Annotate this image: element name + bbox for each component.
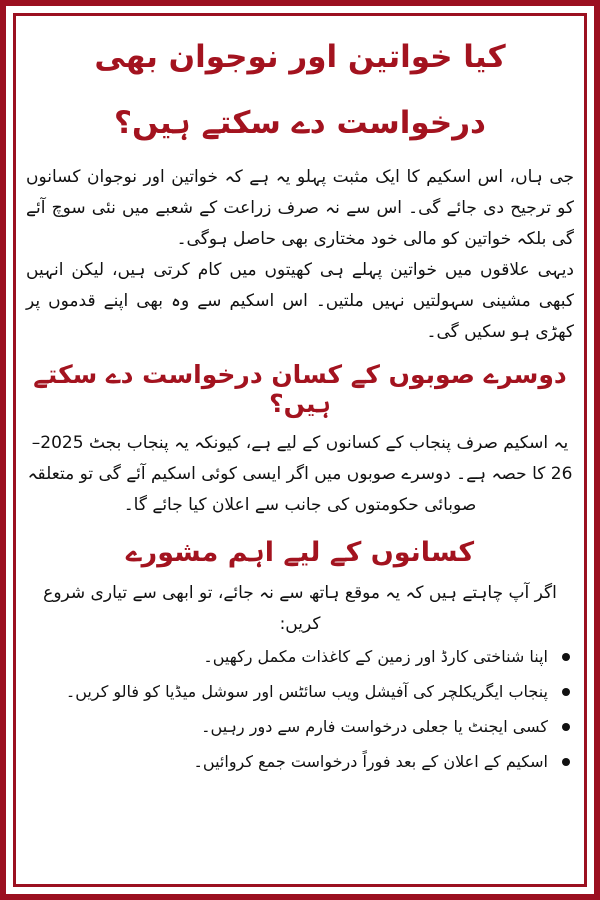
advice-intro: اگر آپ چاہتے ہیں کہ یہ موقع ہاتھ سے نہ جائے، تو ابھی سے تیاری شروع کریں: [43, 583, 557, 634]
list-item-text: اسکیم کے اعلان کے بعد فوراً درخواست جمع کروائیں۔ [193, 752, 548, 771]
heading-other-provinces: دوسرے صوبوں کے کسان درخواست دے سکتے ہیں؟ [33, 360, 567, 418]
paragraph-other-provinces: یہ اسکیم صرف پنجاب کے کسانوں کے لیے ہے، کیونکہ یہ پنجاب بجٹ 2025–26 کا حصہ ہے۔ دوسرے صوبوں میں اگر ایسی کوئی اسکیم آئے گی تو متعلقہ صوبائی حکومتوں کی جانب سے اعلان کیا جائے گا۔ [27, 433, 573, 515]
list-item-text: اپنا شناختی کارڈ اور زمین کے کاغذات مکمل رکھیں۔ [203, 647, 548, 666]
list-item [26, 716, 574, 738]
advice-list [26, 646, 574, 773]
paragraph-women-youth: جی ہاں، اس اسکیم کا ایک مثبت پہلو یہ ہے کہ خواتین اور نوجوان کسانوں کو ترجیح دی جائے گی۔ اس سے نہ صرف زراعت کے شعبے میں نئی سوچ آئے گی بلکہ خواتین کو مالی خود مختاری بھی حاصل ہوگی۔ [26, 167, 574, 249]
paragraph-rural-women: دیہی علاقوں میں خواتین پہلے ہی کھیتوں میں کام کرتی ہیں، لیکن انہیں کبھی مشینی سہولتیں نہیں ملتیں۔ اس اسکیم سے وہ بھی اپنے قدموں پر کھڑی ہو سکیں گی۔ [26, 260, 574, 342]
bullet-icon [562, 758, 570, 766]
list-item-text: کسی ایجنٹ یا جعلی درخواست فارم سے دور رہیں۔ [201, 717, 548, 736]
list-item [26, 681, 574, 703]
bullet-icon [562, 688, 570, 696]
list-item [26, 751, 574, 773]
bullet-icon [562, 723, 570, 731]
article [26, 24, 574, 886]
page-title: کیا خواتین اور نوجوان بھی درخواست دے سکتے ہیں؟ [94, 39, 506, 141]
heading-advice: کسانوں کے لیے اہم مشورے [125, 537, 475, 568]
list-item-text: پنجاب ایگریکلچر کی آفیشل ویب سائٹس اور سوشل میڈیا کو فالو کریں۔ [65, 682, 548, 701]
list-item [26, 646, 574, 668]
bullet-icon [562, 653, 570, 661]
